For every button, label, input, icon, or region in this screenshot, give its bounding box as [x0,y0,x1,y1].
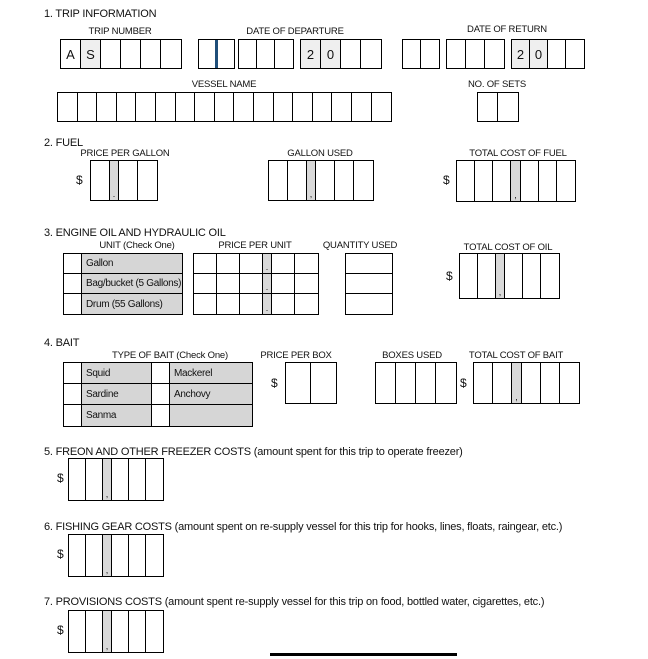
divider-line [270,653,457,656]
total-cost-of-oil-boxes [459,253,560,299]
date-of-return-label: DATE OF RETURN [467,24,547,35]
unit-checkbox-drum[interactable] [64,294,82,314]
entry-cell[interactable] [522,363,541,403]
entry-cell[interactable] [136,93,156,121]
total-cost-of-bait-label: TOTAL COST OF BAIT [468,350,564,361]
entry-cell[interactable] [112,459,129,500]
entry-cell[interactable] [86,535,103,576]
entry-cell[interactable] [91,161,110,200]
bait-label-blank [170,405,252,426]
return-year-boxes [511,39,585,69]
price-per-box-boxes [285,362,337,404]
entry-cell[interactable] [498,93,518,121]
entry-cell[interactable] [240,254,263,273]
section-2-heading: 2. FUEL [44,137,83,149]
price-per-gallon-label: PRICE PER GALLON [80,148,170,159]
entry-cell[interactable] [295,254,318,273]
entry-cell[interactable] [295,294,318,314]
separator-cell: , [496,254,505,298]
entry-cell[interactable] [138,161,157,200]
entry-cell[interactable] [176,93,196,121]
entry-cell[interactable] [101,40,121,68]
entry-cell[interactable] [557,161,575,201]
entry-cell[interactable] [275,40,293,68]
quantity-cell[interactable] [346,294,392,314]
entry-cell[interactable] [78,93,98,121]
bait-checkbox-blank[interactable] [152,405,170,426]
bait-table [63,362,253,427]
entry-cell[interactable] [316,161,335,200]
quantity-cell[interactable] [346,254,392,274]
entry-cell[interactable] [97,93,117,121]
dollar-sign: $ [57,547,64,561]
separator-cell: . [110,161,119,200]
entry-cell[interactable] [112,611,129,652]
entry-cell[interactable] [194,294,217,314]
entry-cell[interactable] [293,93,313,121]
entry-cell[interactable] [69,535,86,576]
entry-cell[interactable] [112,535,129,576]
date-of-departure-label: DATE OF DEPARTURE [246,26,344,37]
separator-cell: . [263,254,272,273]
price-per-unit-grid [193,253,319,315]
entry-cell[interactable] [295,274,318,293]
entry-cell[interactable] [257,40,275,68]
entry-cell[interactable] [505,254,523,298]
entry-cell[interactable] [376,363,396,403]
entry-cell[interactable] [541,363,560,403]
entry-cell[interactable] [475,161,493,201]
bait-checkbox-sardine[interactable] [64,384,82,405]
entry-cell[interactable] [403,40,421,68]
entry-cell[interactable] [274,93,294,121]
entry-cell[interactable] [521,161,539,201]
entry-cell[interactable]: 0 [530,40,548,68]
unit-label-bag-bucket: Bag/bucket (5 Gallons) [82,274,182,294]
price-per-unit-row [194,294,318,314]
entry-cell[interactable] [254,93,274,121]
unit-checkbox-gallon[interactable] [64,254,82,274]
bait-label-sanma: Sanma [82,405,152,426]
entry-cell[interactable] [493,161,511,201]
dollar-sign: $ [57,623,64,637]
entry-cell[interactable]: 0 [321,40,341,68]
price-per-unit-row [194,254,318,274]
entry-cell[interactable] [240,274,263,293]
gallon-used-boxes [268,160,374,201]
entry-cell[interactable] [146,535,163,576]
entry-cell[interactable] [352,93,372,121]
vessel-name-boxes [57,92,392,122]
entry-cell[interactable] [215,93,235,121]
section-3-heading: 3. ENGINE OIL AND HYDRAULIC OIL [44,227,226,239]
price-per-unit-label: PRICE PER UNIT [218,240,292,251]
dollar-sign: $ [57,471,64,485]
entry-cell[interactable]: 2 [301,40,321,68]
entry-cell[interactable] [217,294,240,314]
entry-cell[interactable] [478,93,498,121]
entry-cell[interactable] [129,611,146,652]
entry-cell[interactable] [199,40,215,68]
entry-cell[interactable] [272,274,295,293]
quantity-used-grid [345,253,393,315]
entry-cell[interactable] [240,294,263,314]
entry-cell[interactable] [272,294,295,314]
entry-cell[interactable] [217,254,240,273]
bait-label-squid: Squid [82,363,152,384]
price-per-unit-row [194,274,318,294]
separator-cell: , [512,363,522,403]
section-4-heading: 4. BAIT [44,337,80,349]
entry-cell[interactable]: 2 [512,40,530,68]
provisions-cost-boxes [68,610,164,653]
entry-cell[interactable] [460,254,478,298]
entry-cell[interactable] [311,363,336,403]
dollar-sign: $ [271,376,278,390]
section-6-heading: 6. FISHING GEAR COSTS (amount spent on re-supply vessel for this trip for hooks, lines, floats, raingear, etc.) [44,521,563,533]
entry-cell[interactable] [119,161,138,200]
entry-cell[interactable] [86,459,103,500]
departure-month-boxes [238,39,294,69]
entry-cell[interactable] [396,363,416,403]
trip-number-label: TRIP NUMBER [88,26,152,37]
entry-cell[interactable] [121,40,141,68]
separator-cell: , [307,161,316,200]
entry-cell[interactable] [361,40,381,68]
entry-cell[interactable] [457,161,475,201]
vessel-name-label: VESSEL NAME [191,79,257,90]
entry-cell[interactable] [288,161,307,200]
entry-cell[interactable] [129,535,146,576]
entry-cell[interactable] [560,363,579,403]
entry-cell[interactable] [194,254,217,273]
separator-cell: . [263,294,272,314]
entry-cell[interactable] [485,40,504,68]
entry-cell[interactable] [117,93,137,121]
boxes-used-boxes [375,362,457,404]
entry-cell[interactable] [523,254,541,298]
entry-cell[interactable] [372,93,392,121]
dollar-sign: $ [446,269,453,283]
entry-cell[interactable] [493,363,512,403]
entry-cell[interactable] [341,40,361,68]
departure-day-boxes [198,39,235,69]
total-cost-of-oil-label: TOTAL COST OF OIL [463,242,553,253]
entry-cell[interactable] [269,161,288,200]
entry-cell[interactable] [69,459,86,500]
entry-cell[interactable] [129,459,146,500]
bait-checkbox-anchovy[interactable] [152,384,170,405]
entry-cell[interactable] [141,40,161,68]
separator-cell: , [103,611,112,652]
no-of-sets-boxes [477,92,519,122]
freon-cost-boxes [68,458,164,501]
separator-cell: . [263,274,272,293]
boxes-used-label: BOXES USED [382,350,442,361]
entry-cell[interactable] [548,40,566,68]
quantity-cell[interactable] [346,274,392,294]
entry-cell[interactable]: S [81,40,101,68]
entry-cell[interactable] [272,254,295,273]
total-cost-of-fuel-label: TOTAL COST OF FUEL [469,148,567,159]
entry-cell[interactable] [234,93,254,121]
type-of-bait-label: TYPE OF BAIT (Check One) [112,350,228,361]
separator-cell: , [511,161,521,201]
separator-cell: , [103,535,112,576]
entry-cell[interactable] [421,40,439,68]
trip-number-boxes [60,39,182,69]
bait-label-mackerel: Mackerel [170,363,252,384]
departure-year-boxes [300,39,382,69]
return-day-boxes [402,39,440,69]
return-month-boxes [446,39,505,69]
bait-label-sardine: Sardine [82,384,152,405]
section-7-heading: 7. PROVISIONS COSTS (amount spent re-supply vessel for this trip on food, bottled water, cigarettes, etc.) [44,596,545,608]
entry-cell[interactable] [466,40,485,68]
entry-cell[interactable] [447,40,466,68]
entry-cell[interactable] [58,93,78,121]
entry-cell[interactable] [86,611,103,652]
entry-cell[interactable] [69,611,86,652]
bait-label-anchovy: Anchovy [170,384,252,405]
entry-cell[interactable] [239,40,257,68]
entry-cell[interactable] [194,274,217,293]
bait-checkbox-mackerel[interactable] [152,363,170,384]
entry-cell[interactable] [195,93,215,121]
entry-cell[interactable] [146,459,163,500]
entry-cell[interactable] [313,93,333,121]
entry-cell[interactable] [218,40,234,68]
no-of-sets-label: NO. OF SETS [468,79,526,90]
total-cost-of-fuel-boxes [456,160,576,202]
total-cost-of-bait-boxes [473,362,580,404]
entry-cell[interactable] [286,363,311,403]
entry-cell[interactable] [566,40,584,68]
bait-checkbox-squid[interactable] [64,363,82,384]
dollar-sign: $ [76,173,83,187]
quantity-used-label: QUANTITY USED [322,240,398,251]
unit-checkbox-bag-bucket[interactable] [64,274,82,294]
unit-label-gallon: Gallon [82,254,182,274]
entry-cell[interactable] [416,363,436,403]
separator-cell: , [103,459,112,500]
unit-table [63,253,183,315]
unit-check-one-label: UNIT (Check One) [99,240,175,251]
bait-checkbox-sanma[interactable] [64,405,82,426]
entry-cell[interactable] [335,161,354,200]
price-per-gallon-boxes [90,160,158,201]
gallon-used-label: GALLON USED [287,148,353,159]
entry-cell[interactable] [541,254,559,298]
fishing-gear-cost-boxes [68,534,164,577]
entry-cell[interactable] [161,40,181,68]
entry-cell[interactable] [217,274,240,293]
unit-label-drum: Drum (55 Gallons) [82,294,182,314]
section-5-heading: 5. FREON AND OTHER FREEZER COSTS (amount spent for this trip to operate freezer) [44,446,463,458]
dollar-sign: $ [443,173,450,187]
entry-cell[interactable] [474,363,493,403]
entry-cell[interactable] [332,93,352,121]
dollar-sign: $ [460,376,467,390]
section-1-heading: 1. TRIP INFORMATION [44,8,157,20]
price-per-box-label: PRICE PER BOX [260,350,332,361]
entry-cell[interactable] [146,611,163,652]
entry-cell[interactable] [478,254,496,298]
entry-cell[interactable] [436,363,456,403]
entry-cell[interactable] [354,161,373,200]
entry-cell[interactable]: A [61,40,81,68]
entry-cell[interactable] [156,93,176,121]
entry-cell[interactable] [539,161,557,201]
